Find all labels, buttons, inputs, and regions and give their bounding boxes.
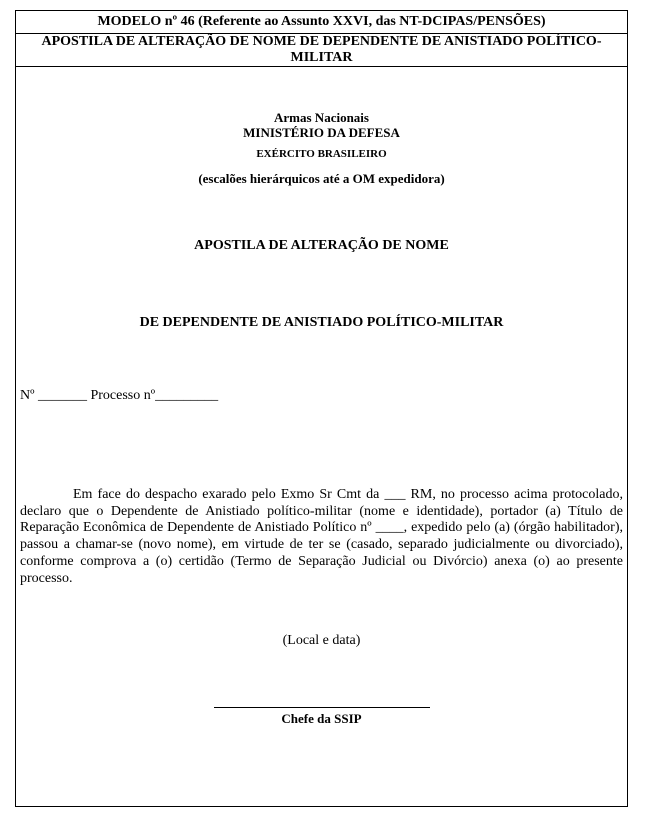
signatory-title: Chefe da SSIP — [281, 711, 362, 726]
document-title: APOSTILA DE ALTERAÇÃO DE NOME — [194, 238, 449, 253]
army-name: EXÉRCITO BRASILEIRO — [256, 148, 387, 160]
signature-line — [214, 707, 430, 708]
armas-nacionais-label: Armas Nacionais — [274, 110, 369, 125]
hierarchy-note: (escalões hierárquicos até a OM expedidora) — [198, 171, 445, 186]
ministry-name: MINISTÉRIO DA DEFESA — [243, 125, 400, 140]
subject-line-1: APOSTILA DE ALTERAÇÃO DE NOME DE DEPENDENTE DE ANISTIADO POLÍTICO- — [41, 34, 602, 49]
body-text: Em face do despacho exarado pelo Exmo Sr Cmt da ___ RM, no processo acima protocolado, declaro que o Dependente de Anistiado político-militar (nome e identidade), portador (a) Título de Reparação Econômica de Dependente de Anistiado Político nº ____, expedido pelo (a) (órgão habilitador), passou a chamar-se (novo nome), em virtude de ter se (casado, separado judicialmente ou divorciado), conforme comprova a (o) certidão (Termo de Separação Judicial ou Divórcio) anexa (o) ao presente processo. — [20, 487, 623, 586]
model-header: MODELO nº 46 (Referente ao Assunto XXVI, das NT-DCIPAS/PENSÕES) — [16, 11, 627, 34]
place-and-date: (Local e data) — [282, 633, 361, 648]
document-frame — [15, 10, 628, 807]
document-subject-header — [16, 33, 627, 67]
body-paragraph — [20, 487, 623, 587]
document-title-continuation: DE DEPENDENTE DE ANISTIADO POLÍTICO-MILITAR — [139, 315, 504, 330]
process-number-line: Nº _______ Processo nº_________ — [20, 388, 219, 403]
subject-line-2: MILITAR — [290, 50, 353, 65]
